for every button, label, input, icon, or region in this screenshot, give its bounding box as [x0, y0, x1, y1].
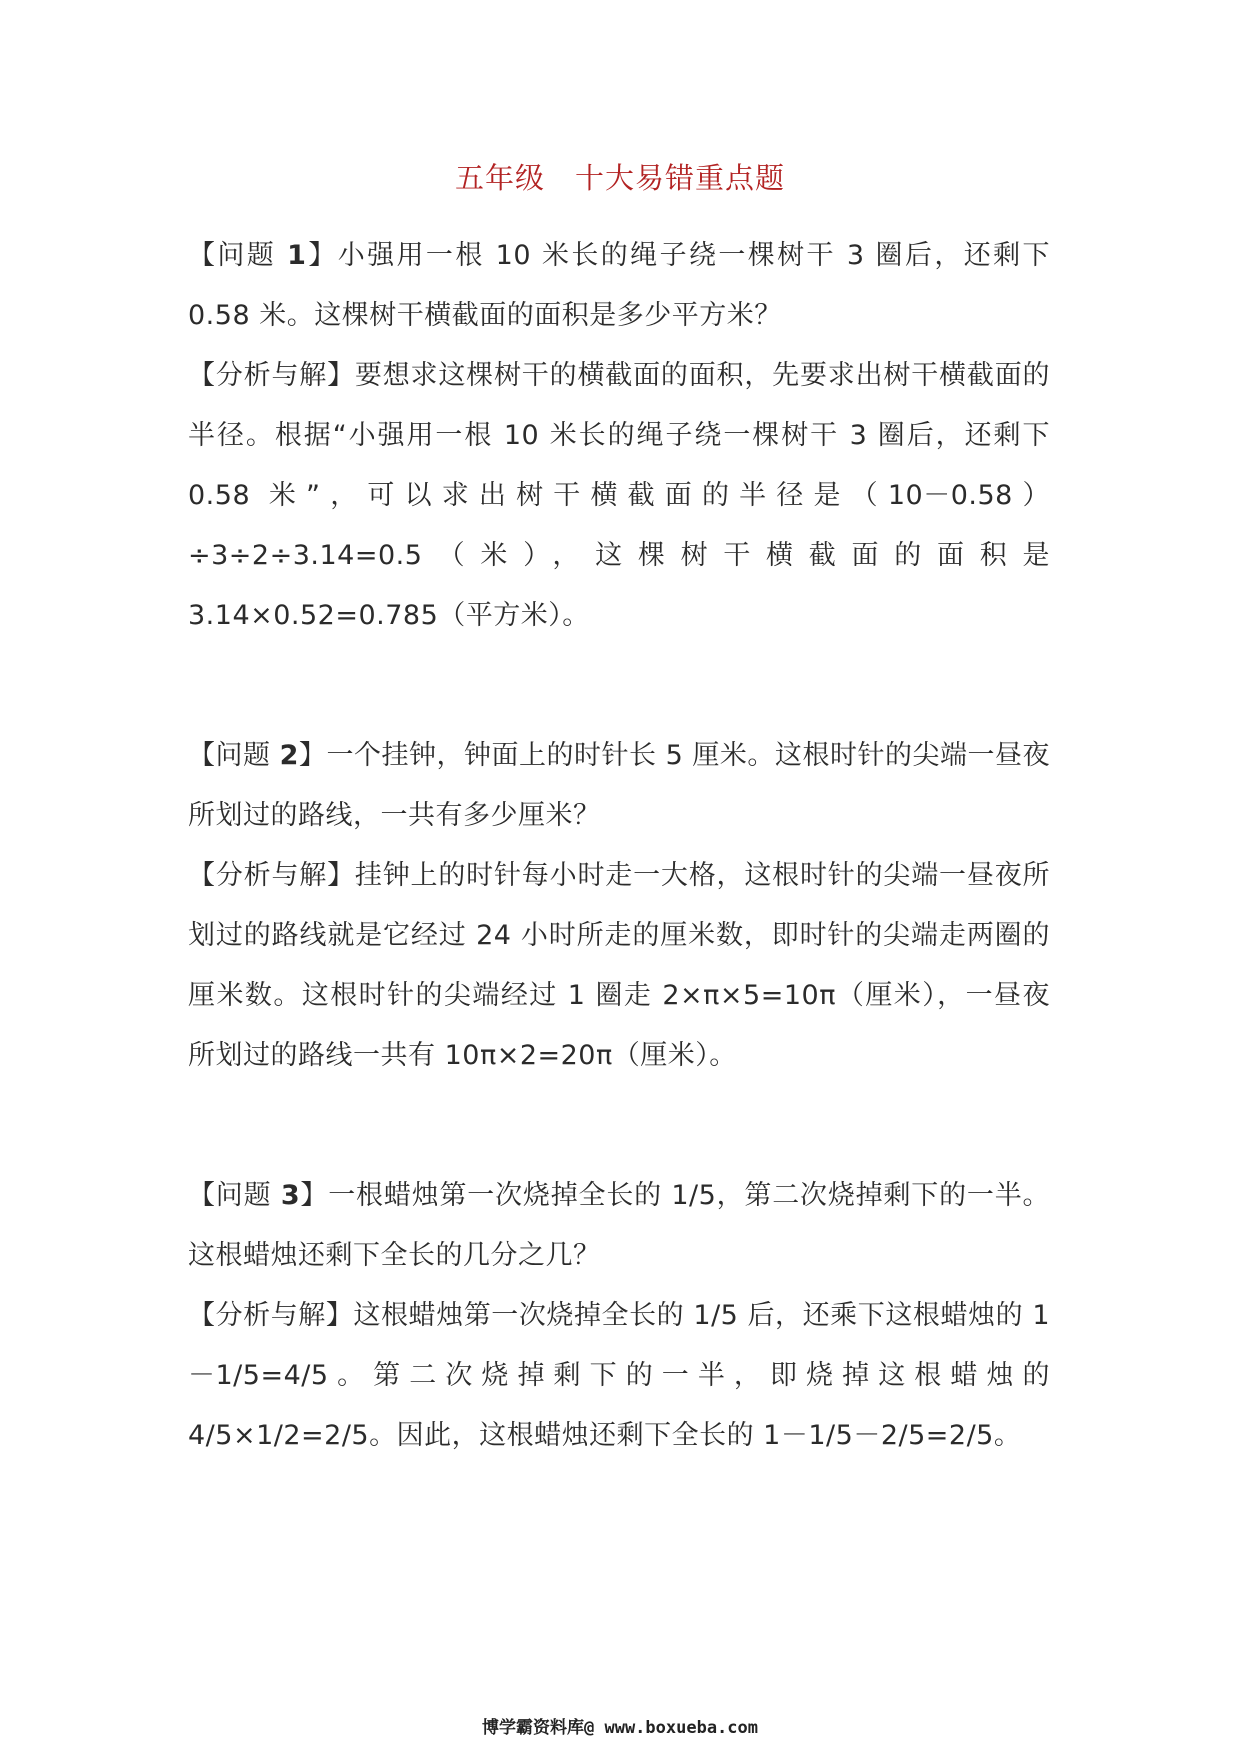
document-body: [188, 226, 1050, 1466]
problem-1-answer: [188, 346, 1050, 646]
problem-1-question: [188, 226, 1050, 346]
problem-2-label-close: 】: [298, 740, 327, 771]
problem-1-label-open: 【问题: [188, 240, 288, 271]
problem-3-number: 3: [280, 1180, 301, 1211]
problem-3-answer-text: 这根蜡烛第一次烧掉全长的 1/5 后，还乘下这根蜡烛的 1－1/5=4/5。第二次烧掉剩下的一半，即烧掉这根蜡烛的 4/5×1/2=2/5。因此，这根蜡烛还剩下全长的 1－1/5－2/5=2/5。: [188, 1300, 1051, 1451]
page-title: 五年级 十大易错重点题: [454, 161, 785, 195]
problem-2-question: [188, 726, 1050, 846]
problem-1-answer-text: 要想求这棵树干的横截面的面积，先要求出树干横截面的半径。根据“小强用一根 10 米长的绳子绕一棵树干 3 圈后，还剩下 0.58 米”，可以求出树干横截面的半径是（10－0.58）÷3÷2÷3.14=0.5（米），这棵树干横截面的面积是 3.14×0.52=0.785（平方米）。: [188, 360, 1051, 631]
problem-1-question-text: 小强用一根 10 米长的绳子绕一棵树干 3 圈后，还剩下 0.58 米。这棵树干横截面的面积是多少平方米？: [188, 240, 1051, 331]
problem-3-question: [188, 1166, 1050, 1286]
problem-3-question-text: 一根蜡烛第一次烧掉全长的 1/5，第二次烧掉剩下的一半。这根蜡烛还剩下全长的几分之几？: [188, 1180, 1050, 1271]
problem-2-question-text: 一个挂钟，钟面上的时针长 5 厘米。这根时针的尖端一昼夜所划过的路线，一共有多少厘米？: [188, 740, 1051, 831]
problem-2-answer-text: 挂钟上的时针每小时走一大格，这根时针的尖端一昼夜所划过的路线就是它经过 24 小时所走的厘米数，即时针的尖端走两圈的厘米数。这根时针的尖端经过 1 圈走 2×π×5=10π（厘米），一昼夜所划过的路线一共有 10π×2=20π（厘米）。: [188, 860, 1051, 1071]
problem-3-label-open: 【问题: [188, 1180, 281, 1211]
problem-1-number: 1: [287, 240, 307, 271]
problem-3-answer-label: 【分析与解】: [188, 1300, 354, 1331]
problem-2-number: 2: [279, 740, 299, 771]
problem-1-answer-label: 【分析与解】: [188, 360, 355, 391]
problem-1-label-close: 】: [306, 240, 338, 271]
problem-2-answer-label: 【分析与解】: [188, 860, 355, 891]
problem-3-label-close: 】: [300, 1180, 329, 1211]
section-divider: [188, 646, 1050, 726]
footer-watermark: 博学霸资料库@ www.boxueba.com: [482, 1718, 758, 1738]
section-divider: [188, 1086, 1050, 1166]
problem-3-answer: [188, 1286, 1050, 1466]
problem-2-answer: [188, 846, 1050, 1086]
problem-2-label-open: 【问题: [188, 740, 280, 771]
